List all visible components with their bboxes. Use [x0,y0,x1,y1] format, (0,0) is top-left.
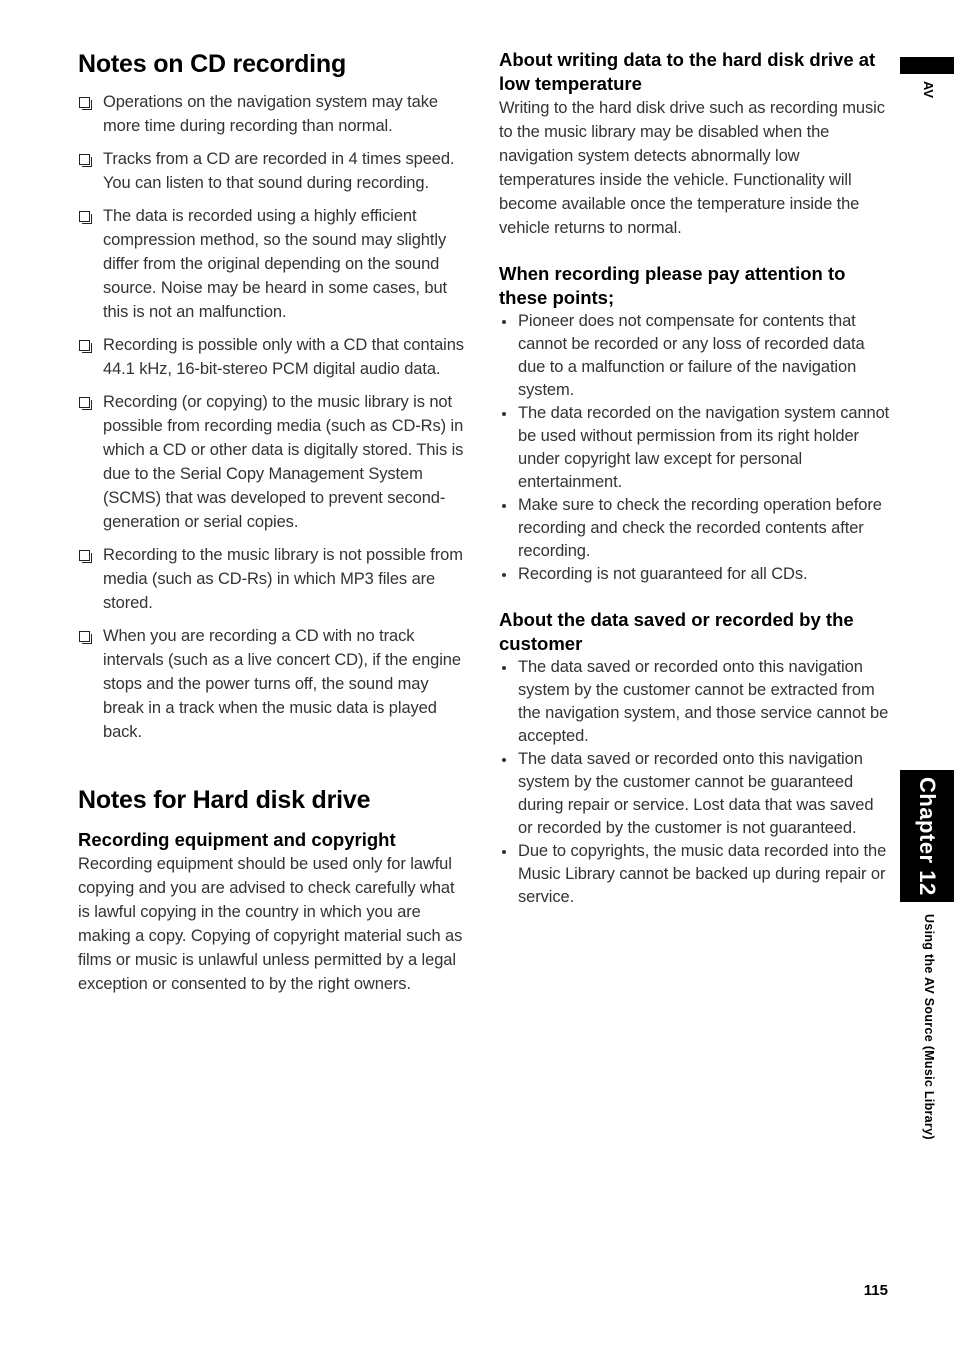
checkbox-bullet-icon [79,631,90,642]
list-item: Make sure to check the recording operation before recording and check the recorded contents after recording. [499,494,891,563]
chapter-label: Chapter 12 [915,776,940,896]
bullet-icon [502,850,506,854]
attention-heading: When recording please pay attention to these points; [499,263,846,308]
chapter-caption: Using the AV Source (Music Library) [922,914,936,1140]
bullet-icon [502,412,506,416]
list-item: The data saved or recorded onto this navigation system by the customer cannot be guaranteed during repair or service. Lost data that was saved or recorded by the customer is not guaranteed. [499,748,891,840]
attention-section [499,262,891,586]
list-item: The data recorded on the navigation system cannot be used without permission from its right holder under copyright law except for personal entertainment. [499,402,891,494]
cd-notes-list [78,90,470,744]
list-item: Recording (or copying) to the music library is not possible from recording media (such as CD-Rs) in which a CD or other data is digitally stored. This is due to the Serial Copy Management System (SCMS) that was developed to prevent second-generation or serial copies. [78,390,470,534]
bullet-icon [502,573,506,577]
copyright-body: Recording equipment should be used only for lawful copying and you are advised to check carefully what is lawful copying in the country in which you are making a copy. Copying of copyright material such as films or music is unlawful unless permitted by a legal exception or consented to by the right owners. [78,855,463,993]
page-number: 115 [863,1282,888,1299]
checkbox-bullet-icon [79,397,90,408]
section-label: AV [921,81,936,99]
bullet-icon [502,320,506,324]
checkbox-bullet-icon [79,97,90,108]
bullet-icon [502,758,506,762]
list-item: Recording is possible only with a CD that contains 44.1 kHz, 16-bit-stereo PCM digital audio data. [78,333,470,381]
list-item: Pioneer does not compensate for contents that cannot be recorded or any loss of recorded data due to a malfunction or failure of the navigation system. [499,310,891,402]
bullet-icon [502,666,506,670]
cd-recording-title: Notes on CD recording [78,50,347,78]
customer-data-list [499,656,891,909]
checkbox-bullet-icon [79,211,90,222]
bullet-icon [502,504,506,508]
checkbox-bullet-icon [79,550,90,561]
list-item: Recording to the music library is not possible from media (such as CD-Rs) in which MP3 files are stored. [78,543,470,615]
list-item: Tracks from a CD are recorded in 4 times speed. You can listen to that sound during recording. [78,147,470,195]
customer-data-heading: About the data saved or recorded by the customer [499,609,854,654]
left-column [78,48,470,996]
low-temperature-body: Writing to the hard disk drive such as recording music to the music library may be disabled when the navigation system detects abnormally low temperatures inside the vehicle. Functionality will become available once the temperature inside the vehicle returns to normal. [499,99,885,237]
list-item: When you are recording a CD with no track intervals (such as a live concert CD), if the engine stops and the power turns off, the sound may break in a track when the music data is played back. [78,624,470,744]
right-column [499,48,891,931]
copyright-heading: Recording equipment and copyright [78,829,396,850]
checkbox-bullet-icon [79,154,90,165]
low-temperature-heading: About writing data to the hard disk drive at low temperature [499,49,876,94]
customer-data-section [499,608,891,909]
list-item: Due to copyrights, the music data recorded into the Music Library cannot be backed up during repair or service. [499,840,891,909]
checkbox-bullet-icon [79,340,90,351]
list-item: Operations on the navigation system may take more time during recording than normal. [78,90,470,138]
low-temperature-section [499,48,891,240]
hard-disk-title: Notes for Hard disk drive [78,786,371,814]
list-item: Recording is not guaranteed for all CDs. [499,563,891,586]
attention-list [499,310,891,586]
list-item: The data saved or recorded onto this navigation system by the customer cannot be extracted from the navigation system, and those service cannot be accepted. [499,656,891,748]
section-tab-bar [900,57,954,74]
list-item: The data is recorded using a highly efficient compression method, so the sound may slightly differ from the original depending on the sound source. Noise may be heard in some cases, but this is not an malfunction. [78,204,470,324]
